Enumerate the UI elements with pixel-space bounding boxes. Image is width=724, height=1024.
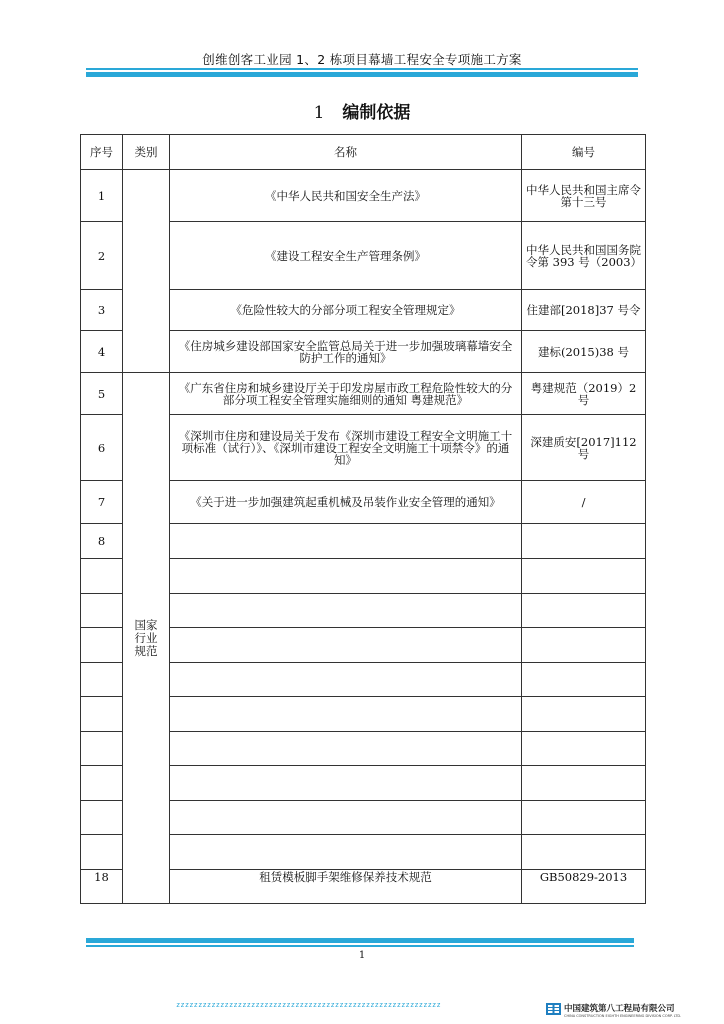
row-code: 住建部[2018]37 号令 [522, 290, 646, 331]
row-no: 5 [81, 373, 123, 415]
row-no: 2 [81, 222, 123, 290]
row-no [81, 663, 123, 697]
row-code [522, 766, 646, 801]
row-name: 《广东省住房和城乡建设厅关于印发房屋市政工程危险性较大的分部分项工程安全管理实施细则的通知 粤建规范》 [170, 373, 522, 415]
row-code: 深建质安[2017]112 号 [522, 415, 646, 481]
row-code [522, 697, 646, 732]
footer-rule-thin [86, 945, 634, 947]
row-no: 7 [81, 481, 123, 524]
row-no [81, 732, 123, 766]
row-name [170, 766, 522, 801]
row-no [81, 559, 123, 594]
row-name: 《中华人民共和国安全生产法》 [170, 170, 522, 222]
page-number: 1 [358, 950, 366, 961]
row-name [170, 594, 522, 628]
row-code [522, 628, 646, 663]
table-row [81, 373, 646, 415]
company-name-en: CHINA CONSTRUCTION EIGHTH ENGINEERING DIVISION CORP. LTD. [564, 1014, 682, 1018]
row-code: GB50829-2013 [522, 870, 646, 904]
footer-decorative-pattern: zzzzzzzzzzzzzzzzzzzzzzzzzzzzzzzzzzzzzzzzzzzzzzzzzzzzzzzzzzzz [176, 1001, 441, 1009]
row-no: 4 [81, 331, 123, 373]
row-no: 6 [81, 415, 123, 481]
row-no [81, 835, 123, 870]
row-code [522, 663, 646, 697]
row-code: / [522, 481, 646, 524]
column-header-no: 序号 [81, 135, 123, 170]
row-no: 18 [81, 870, 123, 904]
row-name: 《建设工程安全生产管理条例》 [170, 222, 522, 290]
row-name: 《关于进一步加强建筑起重机械及吊装作业安全管理的通知》 [170, 481, 522, 524]
table-row [81, 170, 646, 222]
compilation-basis-table [80, 134, 646, 904]
row-no: 8 [81, 524, 123, 559]
row-name [170, 524, 522, 559]
row-code [522, 801, 646, 835]
row-no [81, 628, 123, 663]
category-cell [123, 373, 170, 904]
row-no [81, 697, 123, 732]
row-code: 建标(2015)38 号 [522, 331, 646, 373]
row-no [81, 594, 123, 628]
row-name [170, 801, 522, 835]
row-name: 租赁模板脚手架维修保养技术规范 [170, 870, 522, 904]
row-name: 《住房城乡建设部国家安全监管总局关于进一步加强玻璃幕墙安全防护工作的通知》 [170, 331, 522, 373]
header-rule-thick [86, 72, 638, 77]
row-name: 《深圳市住房和建设局关于发布《深圳市建设工程安全文明施工十项标准（试行）》、《深圳市建设工程安全文明施工十项禁令》的通知》 [170, 415, 522, 481]
row-code: 中华人民共和国国务院令第 393 号（2003） [522, 222, 646, 290]
column-header-name: 名称 [170, 135, 522, 170]
row-no: 1 [81, 170, 123, 222]
row-code [522, 524, 646, 559]
row-name [170, 835, 522, 870]
row-name [170, 732, 522, 766]
footer-rule-thick [86, 938, 634, 943]
company-name: 中国建筑第八工程局有限公司 [564, 1004, 675, 1014]
row-name: 《危险性较大的分部分项工程安全管理规定》 [170, 290, 522, 331]
row-name [170, 663, 522, 697]
row-code [522, 594, 646, 628]
row-name [170, 559, 522, 594]
cscec-logo-icon [546, 1003, 561, 1015]
row-name [170, 628, 522, 663]
section-number: 1 [313, 103, 325, 123]
category-label: 国家行业规范 [134, 617, 158, 658]
section-heading [0, 98, 724, 123]
section-title: 编制依据 [342, 103, 411, 123]
row-code [522, 732, 646, 766]
column-header-code: 编号 [522, 135, 646, 170]
row-name [170, 697, 522, 732]
column-header-category: 类别 [123, 135, 170, 170]
row-code: 粤建规范（2019）2 号 [522, 373, 646, 415]
category-cell-top [123, 170, 170, 373]
table-header-row [81, 135, 646, 170]
row-code [522, 559, 646, 594]
row-no [81, 766, 123, 801]
header-rule-thin [86, 68, 638, 70]
row-no [81, 801, 123, 835]
page-header-title: 创维创客工业园 1、2 栋项目幕墙工程安全专项施工方案 [202, 52, 522, 67]
row-code: 中华人民共和国主席令第十三号 [522, 170, 646, 222]
row-code [522, 835, 646, 870]
row-no: 3 [81, 290, 123, 331]
